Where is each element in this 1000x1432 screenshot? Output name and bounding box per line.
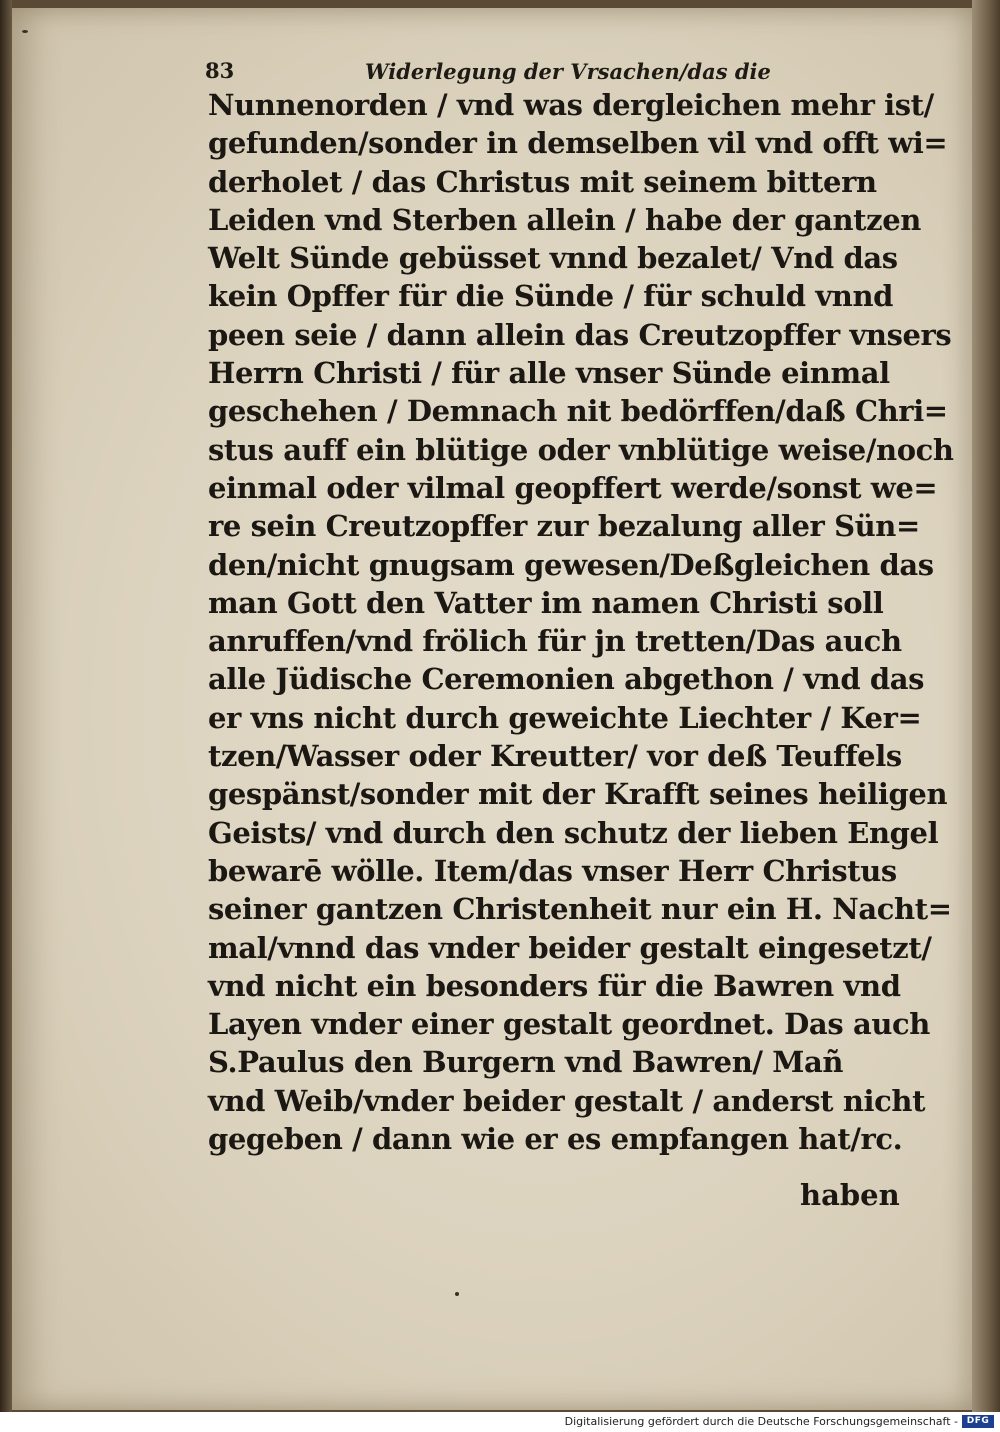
text-line: Welt Sünde gebüsset vnnd bezalet/ Vnd das — [208, 241, 898, 276]
dfg-logo: DFG — [962, 1415, 994, 1428]
text-line: Nunnenorden / vnd was dergleichen mehr ist/ — [208, 88, 934, 122]
text-line: Layen vnder einer gestalt geordnet. Das auch — [208, 1007, 930, 1042]
text-line: kein Opffer für die Sünde / für schuld vnnd — [208, 279, 894, 314]
body-text — [208, 86, 954, 1158]
ink-speck — [455, 1292, 459, 1296]
text-line: seiner gantzen Christenheit nur ein H. Nacht= — [208, 892, 952, 927]
text-line: gespänst/sonder mit der Krafft seines heiligen — [208, 777, 948, 812]
text-line: stus auff ein blütige oder vnblütige weise/noch — [208, 432, 954, 467]
text-line: derholet / das Christus mit seinem bittern — [208, 164, 877, 199]
page-number: 83 — [205, 58, 235, 83]
text-line: S.Paulus den Burgern vnd Bawren/ Mañ — [208, 1045, 844, 1080]
text-line: re sein Creutzopffer zur bezalung aller Sün= — [208, 509, 920, 544]
running-head: Widerlegung der Vrsachen/das die — [365, 59, 771, 84]
ink-speck — [22, 30, 28, 33]
funding-credit: Digitalisierung gefördert durch die Deutsche Forschungsgemeinschaft - — [564, 1415, 958, 1428]
text-line: er vns nicht durch geweichte Liechter / Ker= — [208, 700, 922, 735]
text-line: einmal oder vilmal geopffert werde/sonst we= — [208, 470, 938, 505]
text-line: man Gott den Vatter im namen Christi soll — [208, 585, 884, 620]
text-line: Herrn Christi / für alle vnser Sünde einmal — [208, 356, 890, 391]
text-line: den/nicht gnugsam gewesen/Deßgleichen das — [208, 547, 934, 582]
page-right-edge — [972, 0, 1000, 1412]
text-line: geschehen / Demnach nit bedörffen/daß Chri= — [208, 394, 948, 429]
text-line: vnd nicht ein besonders für die Bawren vnd — [208, 968, 901, 1003]
text-line: gegeben / dann wie er es empfangen hat/rc. — [208, 1122, 903, 1157]
text-line: bewarē wölle. Item/das vnser Herr Christus — [208, 853, 897, 888]
book-binding-edge — [0, 0, 12, 1412]
text-line: Geists/ vnd durch den schutz der lieben Engel — [208, 815, 939, 850]
text-line: alle Jüdische Ceremonien abgethon / vnd das — [208, 662, 925, 697]
text-line: Leiden vnd Sterben allein / habe der gantzen — [208, 202, 921, 237]
text-line: peen seie / dann allein das Creutzopffer vnsers — [208, 317, 952, 352]
footer-bar — [0, 1412, 1000, 1432]
catchword: haben — [800, 1178, 900, 1212]
text-line: gefunden/sonder in demselben vil vnd offt wi= — [208, 126, 948, 161]
text-line: tzen/Wasser oder Kreutter/ vor deß Teuffels — [208, 739, 902, 774]
text-line: mal/vnnd das vnder beider gestalt eingesetzt/ — [208, 930, 932, 965]
text-line: vnd Weib/vnder beider gestalt / anderst nicht — [208, 1083, 926, 1118]
text-line: anruffen/vnd frölich für jn tretten/Das auch — [208, 624, 902, 659]
